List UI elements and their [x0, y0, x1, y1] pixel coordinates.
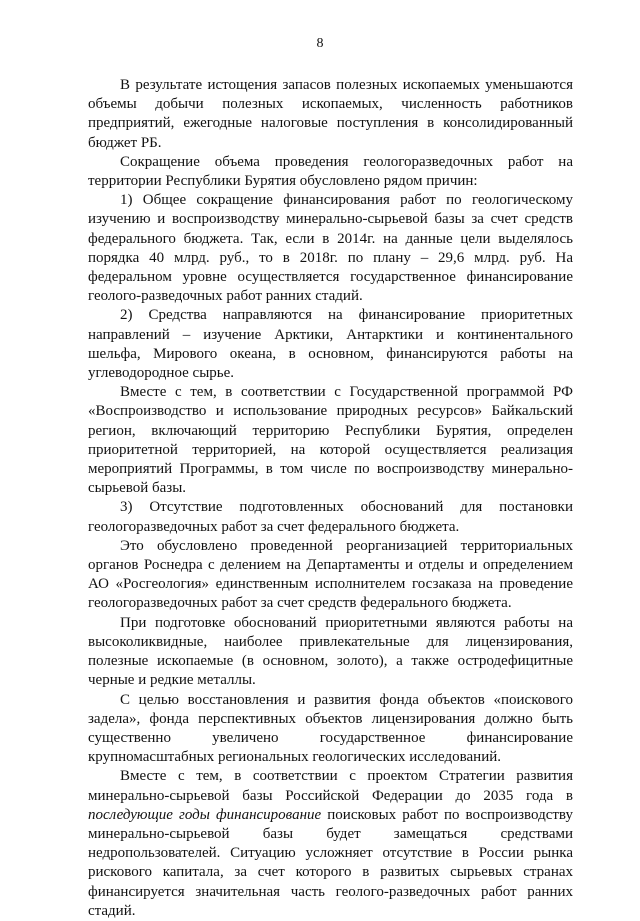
paragraph: 1) Общее сокращение финансирования работ по геологическому изучению и воспроизводству минерально-сырьевой базы за счет средств федерального бюджета. Так, если в 2014г. на данные цели выделялось порядка 40 млрд. руб., то в 2018г. по плану – 29,6 млрд. руб. На федеральном уровне осуществляется государственное финансирование геолого-разведочных работ ранних стадий. — [88, 192, 573, 305]
paragraph-text: Вместе с тем, в соответствии с проектом Стратегии развития минерально-сырьевой базы Российской Федерации до 2035 года в — [88, 768, 573, 804]
paragraph-last — [88, 767, 573, 921]
paragraph: 3) Отсутствие подготовленных обоснований для постановки геологоразведочных работ за счет федерального бюджета. — [88, 499, 573, 535]
paragraph: 2) Средства направляются на финансирование приоритетных направлений – изучение Арктики, Антарктики и континентального шельфа, Мирового океана, в основном, финансируются работы на углеводородное сырье. — [88, 307, 573, 382]
paragraph-text: поисковых работ по воспроизводству минерально-сырьевой базы будет замещаться средствами недропользователей. Ситуацию усложняет отсутствие в России рынка рискового капитала, за счет которого в развитых сырьевых странах финансируется значительная часть геолого-разведочных работ ранних стадий. — [88, 806, 574, 919]
italic-phrase: последующие годы финансирование — [88, 806, 322, 823]
paragraph: Сокращение объема проведения геологоразведочных работ на территории Республики Бурятия обусловлено рядом причин: — [88, 153, 573, 190]
document-body — [88, 76, 573, 921]
page-number: 8 — [316, 36, 324, 51]
paragraph: Это обусловлено проведенной реорганизацией территориальных органов Роснедра с делением на Департаменты и отделы и определением АО «Росгеология» единственным исполнителем госзаказа на проведение геологоразведочных работ за счет средств федерального бюджета. — [88, 537, 573, 612]
paragraph: С целью восстановления и развития фонда объектов «поискового задела», фонда перспективных объектов лицензирования должно быть существенно увеличено государственное финансирование крупномасштабных региональных геологических исследований. — [88, 691, 573, 766]
paragraph: В результате истощения запасов полезных ископаемых уменьшаются объемы добычи полезных ископаемых, численность работников предприятий, ежегодные налоговые поступления в консолидированный бюджет РБ. — [88, 77, 573, 151]
paragraph: При подготовке обоснований приоритетными являются работы на высоколиквидные, наиболее привлекательные для лицензирования, полезные ископаемые (в основном, золото), а также остродефицитные черные и редкие металлы. — [88, 614, 573, 689]
paragraph: Вместе с тем, в соответствии с Государственной программой РФ «Воспроизводство и использование природных ресурсов» Байкальский регион, включающий территорию Республики Бурятия, определен приоритетной территорией, на которой осуществляется реализация мероприятий Программы, в том числе по воспроизводству минерально-сырьевой базы. — [88, 384, 573, 497]
